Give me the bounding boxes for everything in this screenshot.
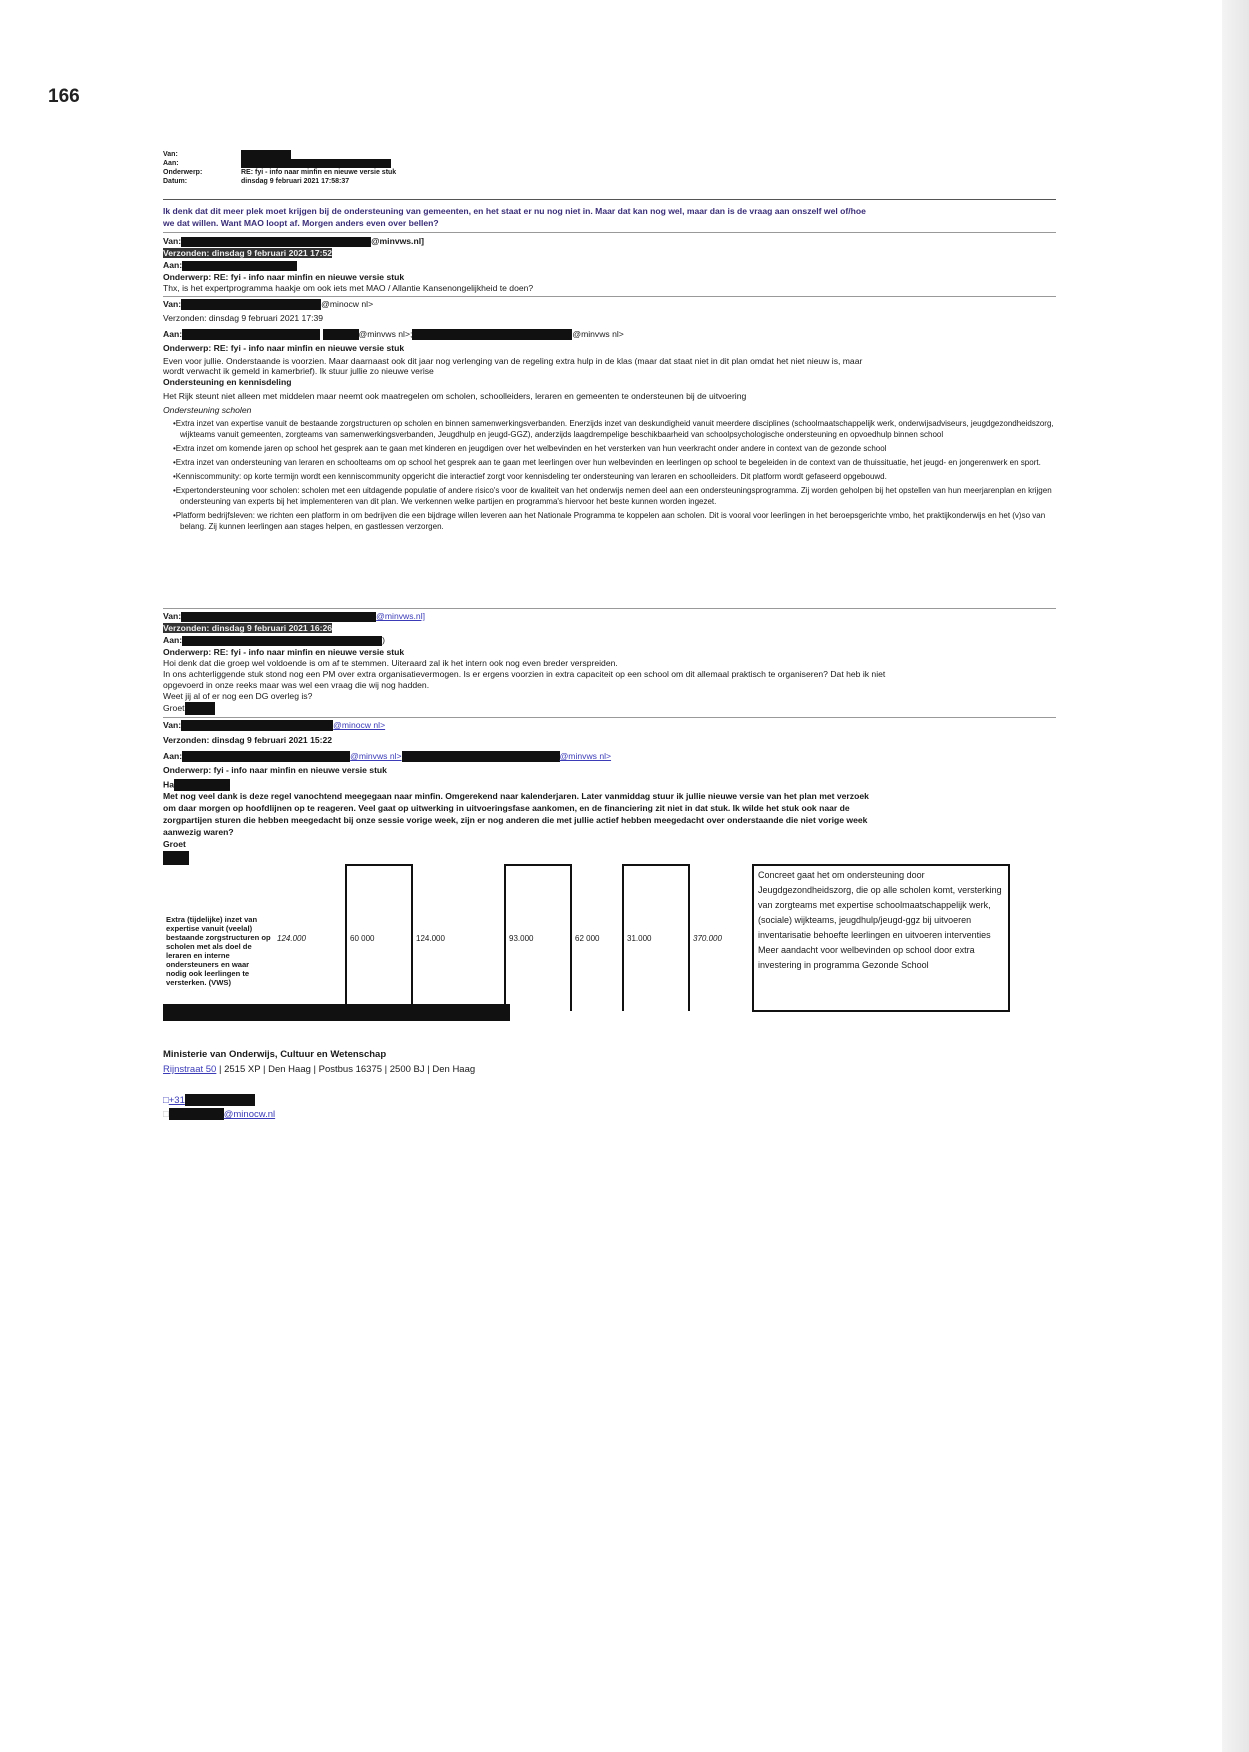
table-value-cell [689, 865, 753, 1011]
redaction-box [185, 1094, 255, 1106]
divider [163, 717, 1056, 718]
mail-icon: □ [163, 1109, 169, 1120]
email4-greeting: Groet [163, 839, 186, 849]
redaction-box [163, 1004, 510, 1021]
van-address: @minvws.nl] [371, 236, 424, 246]
email4-van [163, 720, 385, 731]
aan-address-2[interactable]: @minvws nl> [559, 751, 612, 761]
aan-address-2: @minvws nl> [572, 329, 624, 339]
redaction-box [181, 720, 333, 731]
table-value: 124.000 [277, 933, 306, 943]
subsection-title: Ondersteuning scholen [163, 405, 252, 415]
redaction-box [163, 851, 189, 865]
email4-body-line4: aanwezig waren? [163, 827, 234, 837]
aan-address: ) [382, 635, 385, 645]
redaction-box [402, 751, 560, 762]
van-label: Van: [163, 611, 182, 621]
list-item: •Extra inzet van ondersteuning van leraren en schoolteams om op school het gesprek aan te gaan met leerlingen over hun welbevinden en leerlingen op school te begeleiden in de context van de thuissituatie, het jeugd- en jongerenwerk en sport. [173, 458, 1041, 467]
divider [163, 608, 1056, 609]
bullet-list [168, 418, 1056, 532]
email1-onderwerp: Onderwerp: RE: fyi - info naar minfin en nieuwe versie stuk [163, 272, 405, 282]
email4-body-line2: om daar morgen op hoofdlijnen op te reageren. Veel gaat op uitwerking in uitvoeringsfase aankomen, en de financiering zit niet in dat stuk. Ik wilde het stuk ook naar de [163, 803, 850, 813]
redaction-box [182, 261, 297, 271]
table-label-cell [163, 865, 274, 1011]
section-intro: Het Rijk steunt niet alleen met middelen maar neemt ook maatregelen om scholen, schoolleiders, leraren en gemeenten te ondersteunen bij de uitvoering [163, 391, 747, 401]
address-rest: | 2515 XP | Den Haag | Postbus 16375 | 2500 BJ | Den Haag [216, 1064, 476, 1075]
page-number: 166 [48, 86, 80, 107]
top-message-line2: we dat willen. Want MAO loopt af. Morgen anders even over bellen? [163, 218, 439, 228]
table-value-cell [274, 865, 346, 1011]
datum-label: Datum: [163, 178, 188, 185]
sent-date: Verzonden: dinsdag 9 februari 2021 17:52 [163, 248, 333, 258]
email1-verzonden [163, 248, 332, 259]
email2-body-line1: Even voor jullie. Onderstaande is voorzien. Maar daarnaast ook dit jaar nog verlenging van de regeling extra hulp in de klas (maar dat staat niet in dit plan omdat het niet nieuw is, maar [163, 356, 863, 366]
aan-label: Aan: [163, 260, 183, 270]
divider [163, 199, 1056, 200]
budget-table [163, 864, 1010, 1012]
van-label: Van: [163, 151, 178, 159]
van-address[interactable]: @minocw nl> [333, 720, 386, 730]
redaction-box [185, 702, 215, 715]
email3-body-line4: Weet jij al of er nog een DG overleg is? [163, 691, 313, 701]
email4-body-line3: zorgpartijen sturen die hebben meegedacht bij onze sessie vorige week, zijn er nog anderen die met jullie actief hebben meegedacht over onderstaande die niet vorige week [163, 815, 868, 825]
street-link[interactable]: Rijnstraat 50 [163, 1064, 217, 1075]
table-value: 31.000 [627, 934, 652, 943]
divider [163, 296, 1056, 297]
table-value-cell [623, 865, 689, 1011]
table-value: 60 000 [350, 934, 375, 943]
van-label: Van: [163, 720, 182, 730]
van-label: Van: [163, 299, 182, 309]
sent-date: Verzonden: dinsdag 9 februari 2021 16:26 [163, 623, 333, 633]
table-value-cell [412, 865, 505, 1011]
redaction-box [181, 612, 376, 622]
email1-aan [163, 260, 297, 271]
email3-greeting [163, 702, 215, 715]
email3-verzonden [163, 623, 332, 634]
email3-aan [163, 635, 385, 646]
email3-body-line2: In ons achterliggende stuk stond nog een PM over extra organisatievermogen. Is er ergens voorzien in extra capaciteit op een school om dit allemaal praktisch te organiseren? Dat heb ik niet [163, 669, 886, 679]
van-address: @minocw nl> [321, 299, 374, 309]
redaction-box [174, 779, 230, 791]
table-value: 370.000 [693, 933, 722, 943]
signature-address [163, 1063, 475, 1077]
email4-onderwerp: Onderwerp: fyi - info naar minfin en nieuwe versie stuk [163, 765, 387, 775]
redaction-box [182, 751, 350, 762]
phone-icon: □ [163, 1095, 169, 1106]
email-header [163, 150, 463, 186]
email3-body-line1: Hoi denk dat die groep wel voldoende is om af te stemmen. Uiteraard zal ik het intern ook nog even breder verspreiden. [163, 658, 618, 668]
table-value: 93.000 [509, 934, 534, 943]
redaction-box [181, 237, 371, 247]
table-value-cell [505, 865, 571, 1011]
email2-van [163, 299, 373, 310]
email4-aan [163, 751, 611, 762]
email4-salutation [163, 779, 230, 791]
email1-van [163, 236, 424, 247]
email3-onderwerp: Onderwerp: RE: fyi - info naar minfin en nieuwe versie stuk [163, 647, 405, 657]
phone-link[interactable]: +31 [168, 1095, 185, 1106]
redaction-box [181, 299, 321, 310]
list-item: •Platform bedrijfsleven: we richten een platform in om bedrijven die een bijdrage willen leveren aan het Nationale Programma te koppelen aan scholen. Dit is vooral voor leerlingen in het beroepsgerichte vmbo, het praktijkonderwijs en het (v)so van belang. Zij kunnen leerlingen aan stages helpen, en gastlessen verzorgen. [173, 511, 1046, 531]
table-note-cell [753, 865, 1009, 1011]
signature-phone [163, 1094, 255, 1108]
email2-body-line2: wordt verwacht ik gemeld in kamerbrief). Ik stuur jullie zo nieuwe verise [163, 366, 434, 376]
redaction-box [241, 159, 391, 168]
aan-label: Aan: [163, 751, 183, 761]
email2-verzonden: Verzonden: dinsdag 9 februari 2021 17:39 [163, 313, 324, 323]
table-note: Concreet gaat het om ondersteuning door Jeugdgezondheidszorg, die op alle scholen komt, versterking van zorgteams met expertise schoolmaatschappelijk werk, (sociale) wijkteams, jeugdhulp/jeugd-ggz bij uitvoeren inventarisatie behoefte leerlingen en uitvoeren interventies Meer aandacht voor welbevinden op school door extra investering in programma Gezonde School [758, 870, 1002, 970]
section-title: Ondersteuning en kennisdeling [163, 377, 292, 387]
email-link[interactable]: @minocw.nl [223, 1109, 276, 1120]
aan-address-1: @minvws nl>; [358, 329, 413, 339]
table-value: 124.000 [416, 933, 445, 943]
email2-onderwerp: Onderwerp: RE: fyi - info naar minfin en nieuwe versie stuk [163, 343, 405, 353]
salutation: Ha [163, 779, 174, 790]
divider [163, 232, 1056, 233]
top-message-line1: Ik denk dat dit meer plek moet krijgen bij de ondersteuning van gemeenten, en het staat er nu nog niet in. Maar dat kan nog wel, maar dan is de vraag aan onszelf wel of/hoe [163, 206, 866, 216]
email4-verzonden: Verzonden: dinsdag 9 februari 2021 15:22 [163, 735, 333, 745]
table-value-cell [346, 865, 412, 1011]
redaction-box [169, 1108, 224, 1120]
signature-org: Ministerie van Onderwijs, Cultuur en Wetenschap [163, 1049, 387, 1060]
redaction-box [182, 329, 320, 340]
page-edge [1222, 0, 1249, 1752]
header-date: dinsdag 9 februari 2021 17:58:37 [241, 178, 350, 185]
email4-body-line1: Met nog veel dank is deze regel vanochtend meegegaan naar minfin. Omgerekend naar kalenderjaren. Later vanmiddag stuur ik jullie nieuwe versie van het plan met verzoek [163, 791, 869, 801]
aan-label: Aan: [163, 160, 179, 168]
redaction-box [241, 150, 291, 159]
table-label: Extra (tijdelijke) inzet van expertise vanuit (veelal) bestaande zorgstructuren op scholen met als doel de leraren en interne ondersteuners en waar nodig ook leerlingen te versterken. (VWS) [166, 915, 271, 987]
redaction-box [412, 329, 572, 340]
onderwerp-label: Onderwerp: [163, 169, 203, 176]
header-subject: RE: fyi - info naar minfin en nieuwe versie stuk [241, 169, 397, 176]
table-value-cell [571, 865, 623, 1011]
van-label: Van: [163, 236, 182, 246]
aan-label: Aan: [163, 329, 183, 339]
email1-body: Thx, is het expertprogramma haakje om ook iets met MAO / Allantie Kansenongelijkheid te doen? [163, 283, 534, 293]
redaction-box [182, 636, 382, 646]
email3-van [163, 611, 425, 622]
list-item: •Extra inzet van expertise vanuit de bestaande zorgstructuren op scholen en binnen samenwerkingsverbanden. Enerzijds inzet van deskundigheid vanuit meerdere disciplines (schoolmaatschappelijk werk, onderwijsadviseurs, jeugdgezondheidszorg, wijkteams vanuit gemeenten, zorgteams van samenwerkingsverbanden, Jeugdhulp en jeugd-GGZ), anderzijds laagdrempelige beschikbaarheid van schoolpsychologische ondersteuning en opvoedhulp binnen school [173, 419, 1054, 439]
aan-label: Aan: [163, 635, 183, 645]
redaction-box [323, 329, 359, 340]
list-item: •Extra inzet om komende jaren op school het gesprek aan te gaan met kinderen en jeugdigen over het welbevinden en het versterken van hun veerkracht onder andere in context van de gezonde school [173, 444, 887, 453]
aan-address-1[interactable]: @minvws nl> [350, 751, 402, 761]
signature-email [163, 1108, 275, 1122]
email2-aan [163, 329, 624, 340]
list-item: •Expertondersteuning voor scholen: scholen met een uitdagende populatie of andere risico's voor de kwaliteit van het onderwijs nemen deel aan een ondersteuningsprogramma. Zij worden geholpen bij het opstellen van hun meerjarenplan en krijgen ondersteuning van experts bij het implementeren van dit plan. We verkennen welke partijen en programma's hiervoor het beste kunnen worden ingezet. [173, 486, 1052, 506]
email3-body-line3: opgevoerd in onze reeks maar was wel een vraag die wij nog hadden. [163, 680, 430, 690]
list-item: •Kenniscommunity: op korte termijn wordt een kenniscommunity opgericht die interactief zorgt voor kennisdeling ter ondersteuning van leraren en schoolleiders. Dit platform wordt gefaseerd opgebouwd. [173, 472, 887, 481]
van-address[interactable]: @minvws.nl] [376, 611, 425, 621]
greeting: Groet [163, 702, 185, 713]
table-value: 62 000 [575, 933, 600, 943]
